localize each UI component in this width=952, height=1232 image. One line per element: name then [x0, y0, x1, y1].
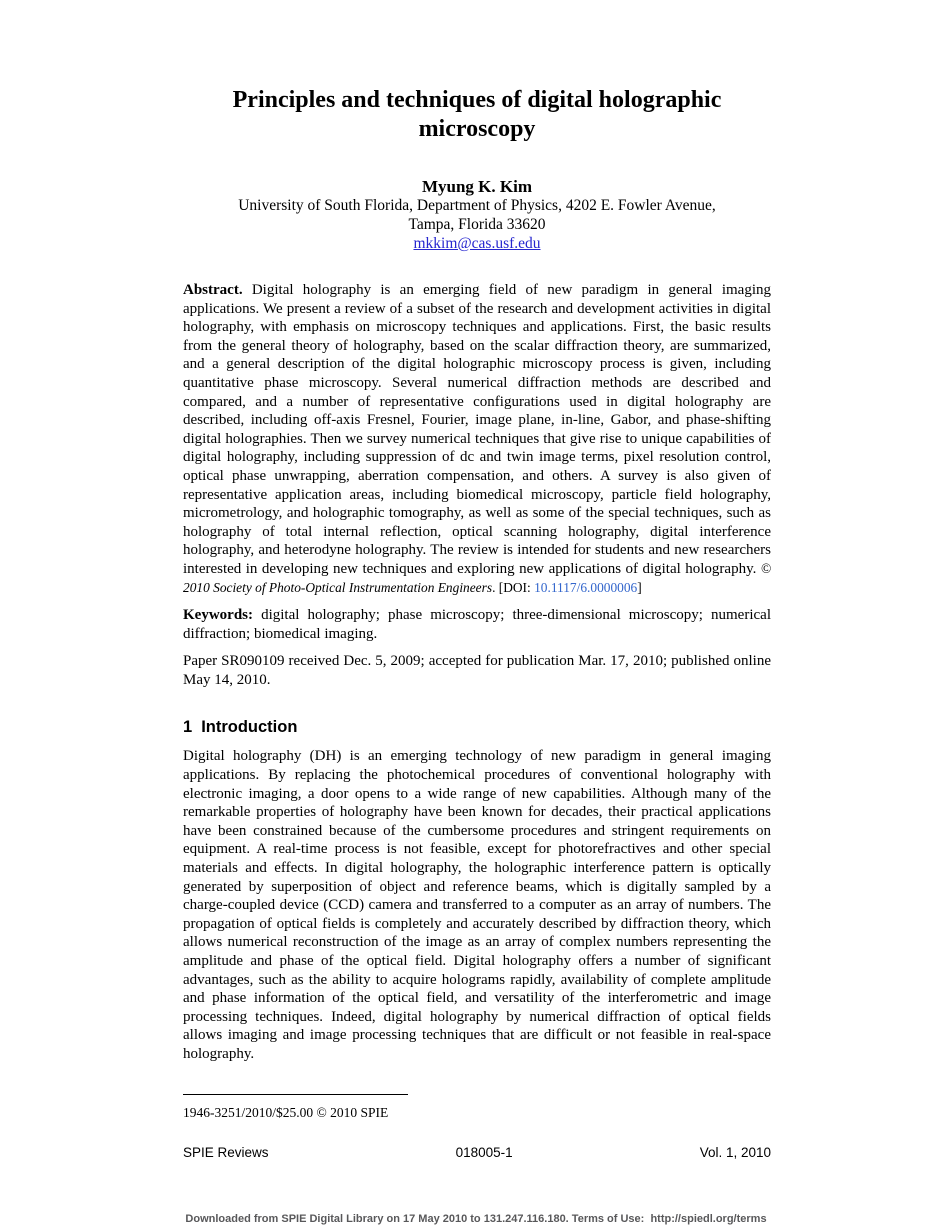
- doi-link[interactable]: 10.1117/6.0000006: [534, 579, 638, 595]
- email-line: [183, 234, 771, 253]
- footnote-rule: [183, 1094, 408, 1095]
- affiliation-line-1: University of South Florida, Department of Physics, 4202 E. Fowler Avenue,: [238, 197, 716, 214]
- keywords-body: digital holography; phase microscopy; three-dimensional microscopy; numerical diffraction; biomedical imaging.: [183, 607, 771, 642]
- footer-volume-year: Vol. 1, 2010: [699, 1144, 771, 1160]
- paper-history: Paper SR090109 received Dec. 5, 2009; accepted for publication Mar. 17, 2010; published online May 14, 2010.: [183, 653, 771, 688]
- doi-prefix: . [DOI:: [492, 579, 535, 595]
- page-footer: [183, 1145, 771, 1160]
- footer-page-number: 018005-1: [455, 1144, 513, 1160]
- paper-title: Principles and techniques of digital holographic microscopy: [232, 87, 722, 142]
- author-name: Myung K. Kim: [421, 177, 533, 196]
- introduction-paragraph: Digital holography (DH) is an emerging technology of new paradigm in general imaging applications. By replacing the photochemical procedures of conventional holography with electronic imaging, a door opens to a wide range of new capabilities. Although many of the remarkable properties of holography have been known for decades, their practical applications have been constrained because of the cumbersome procedures and stringent requirements on equipment. A real-time process is not feasible, except for photorefractives and other special materials and effects. In digital holography, the holographic interference pattern is optically generated by superposition of object and reference beams, which is digitally sampled by a charge-coupled device (CCD) camera and transferred to a computer as an array of numbers. The propagation of optical fields is completely and accurately described by diffraction theory, which allows numerical reconstruction of the image as an array of complex numbers representing the amplitude and phase of the optical field. Digital holography offers a number of significant advantages, such as the ability to acquire holograms rapidly, availability of complete amplitude and phase information of the optical field, and versatility of the interferometric and image processing techniques. Indeed, digital holography by numerical diffraction of optical fields allows imaging and image processing techniques that are difficult or not feasible in real-space holography.: [183, 748, 771, 1062]
- issn-copyright-footnote: 1946-3251/2010/$25.00 © 2010 SPIE: [183, 1104, 389, 1120]
- abstract-body: Digital holography is an emerging field of new paradigm in general imaging applications. We present a review of a subset of the research and development activities in digital holography, with emphasis on microscopy techniques and applications. First, the basic results from the general theory of holography, based on the scalar diffraction theory, are summarized, and a general description of the digital holographic microscopy process is given, including quantitative phase microscopy. Several numerical diffraction methods are described and compared, and a number of representative configurations used in digital holography are described, including off-axis Fresnel, Fourier, image plane, in-line, Gabor, and phase-shifting digital holographies. Then we survey numerical techniques that give rise to unique capabilities of digital holography, including suppression of dc and twin image terms, pixel resolution control, optical phase unwrapping, aberration compensation, and others. A survey is also given of representative application areas, including biomedical microscopy, particle field holography, micrometrology, and holographic tomography, as well as some of the special techniques, such as holography of total internal reflection, optical scanning holography, digital interference holography, and heterodyne holography. The review is intended for students and new researchers interested in developing new techniques and exploring new applications of digital holography.: [183, 282, 771, 577]
- abstract-label: Abstract.: [183, 282, 243, 298]
- doi-suffix: ]: [637, 579, 642, 595]
- author-block: [183, 177, 771, 253]
- abstract-paragraph: [183, 281, 771, 597]
- abstract-copyright: © 2010 Society of Photo-Optical Instrumentation Engineers: [183, 560, 771, 595]
- paper-page-content: [183, 0, 771, 1160]
- email-link[interactable]: mkkim@cas.usf.edu: [413, 235, 541, 252]
- section-number: 1: [183, 718, 193, 737]
- affiliation-line-2: Tampa, Florida 33620: [408, 216, 546, 233]
- keywords-paragraph: [183, 606, 771, 643]
- footer-journal-name: SPIE Reviews: [183, 1144, 269, 1160]
- section-heading-introduction: [183, 717, 771, 737]
- keywords-label: Keywords:: [183, 607, 253, 624]
- download-notice: Downloaded from SPIE Digital Library on 17 May 2010 to 131.247.116.180. Terms of Use: http://spiedl.org/terms: [185, 1213, 767, 1225]
- section-title: Introduction: [201, 718, 298, 737]
